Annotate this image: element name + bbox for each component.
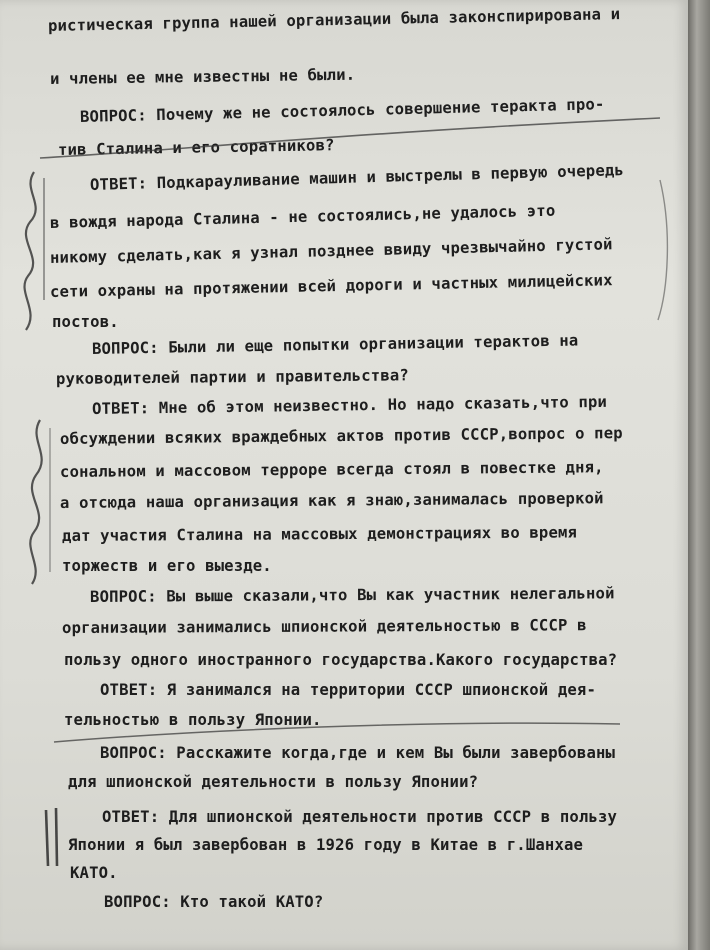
answer-line: ОТВЕТ: Подкарауливание машин и выстрелы в первую очередь: [89, 161, 625, 194]
text-line: никому сделать,как я узнал позднее ввиду чрезвычайно густой: [49, 235, 613, 267]
text-line: в вождя народа Сталина - не состоялись,не удалось это: [49, 201, 556, 232]
text-line: тельностью в пользу Японии.: [64, 711, 322, 729]
question-line: ВОПРОС: Почему же не состоялось совершение теракта про-: [79, 95, 605, 126]
text-line: сети охраны на протяжении всей дороги и частных милицейских: [49, 271, 613, 301]
page-edge: [688, 0, 710, 950]
text-line: КАТО.: [70, 864, 118, 882]
text-line: тив Сталина и его соратников?: [57, 136, 335, 159]
text-line: организации занимались шпионской деятельностью в СССР в: [61, 616, 587, 637]
question-line: ВОПРОС: Расскажите когда,где и кем Вы были завербованы: [100, 744, 616, 762]
text-line: сональном и массовом терроре всегда стоял в повестке дня,: [59, 458, 604, 481]
text-line: а отсюда наша организация как я знаю,занималась проверкой: [59, 489, 604, 512]
text-line: Японии я был завербован в 1926 году в Китае в г.Шанхае: [68, 836, 584, 854]
text-line: руководителей партии и правительства?: [55, 366, 409, 388]
text-line: дат участия Сталина на массовых демонстрациях во время: [61, 523, 578, 545]
text-line: постов.: [52, 313, 119, 331]
question-line: ВОПРОС: Кто такой КАТО?: [104, 893, 324, 911]
text-line: торжеств и его выезде.: [62, 557, 272, 575]
answer-line: ОТВЕТ: Я занимался на территории СССР шпионской дея-: [100, 681, 596, 699]
text-line: ристическая группа нашей организации была законспирирована и: [47, 5, 621, 35]
answer-line: ОТВЕТ: Для шпионской деятельности против СССР в пользу: [102, 808, 618, 826]
text-line: пользу одного иностранного государства.Какого государства?: [64, 651, 618, 669]
question-line: ВОПРОС: Были ли еще попытки организации терактов на: [91, 331, 579, 358]
text-line: обсуждении всяких враждебных актов против СССР,вопрос о пер: [59, 424, 623, 448]
question-line: ВОПРОС: Вы выше сказали,что Вы как участник нелегальной: [89, 584, 615, 606]
answer-line: ОТВЕТ: Мне об этом неизвестно. Но надо сказать,что при: [91, 392, 608, 418]
text-line: для шпионской деятельности в пользу Японии?: [68, 773, 479, 791]
text-line: и члены ее мне известны не были.: [49, 65, 356, 88]
